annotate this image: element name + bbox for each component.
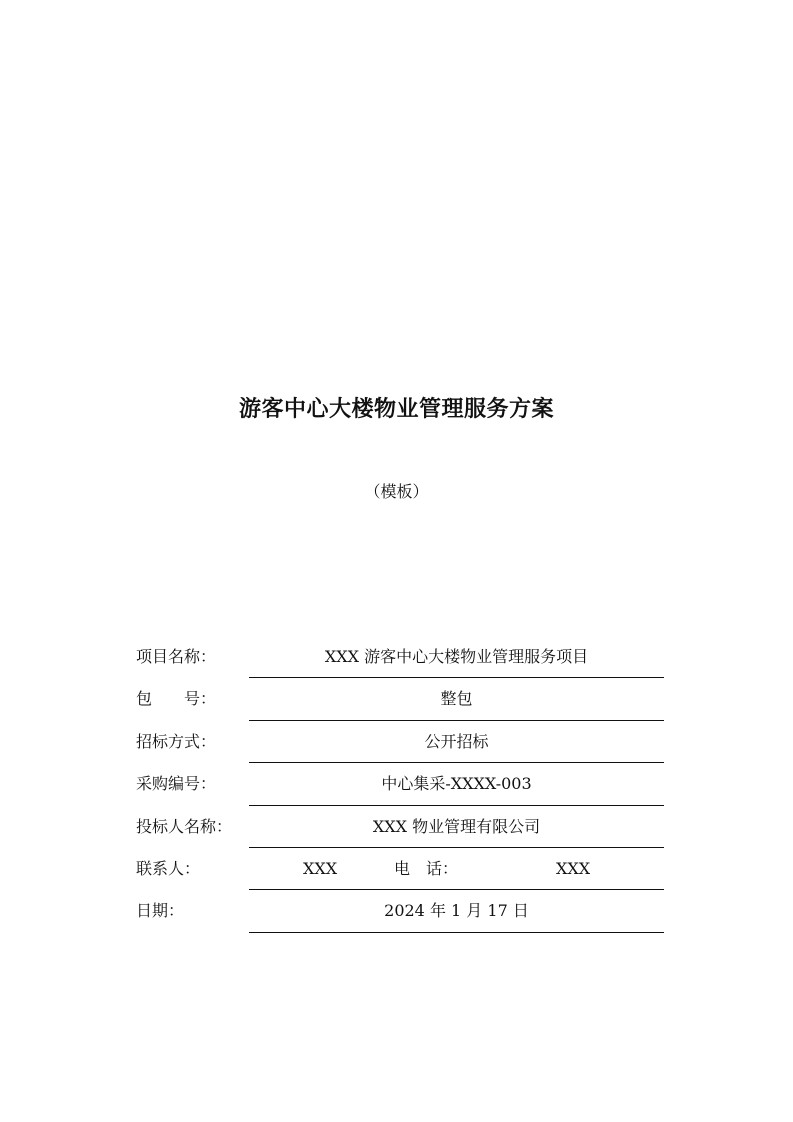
contact-row <box>136 848 664 890</box>
bidding-method-label: 招标方式： <box>136 731 217 751</box>
package-row <box>136 678 664 720</box>
phone-label: 电 话： <box>394 858 459 878</box>
bidding-method-row <box>136 721 664 763</box>
date-underline <box>249 932 664 933</box>
phone-value: XXX <box>556 858 591 878</box>
date-row <box>136 890 664 932</box>
package-label: 包 号： <box>136 689 217 709</box>
cover-info-table <box>136 636 664 933</box>
project-name-value: XXX 游客中心大楼物业管理服务项目 <box>324 647 589 666</box>
date-value: 2024 年 1 月 17 日 <box>384 901 529 921</box>
bidding-method-value: 公开招标 <box>424 731 489 751</box>
package-value: 整包 <box>440 689 473 709</box>
procurement-no-row <box>136 763 664 805</box>
project-name-label: 项目名称： <box>136 647 217 666</box>
project-name-row <box>136 636 664 678</box>
procurement-no-label: 采购编号： <box>136 774 217 794</box>
contact-value: XXX <box>303 858 338 878</box>
procurement-no-value: 中心集采-XXXX-003 <box>381 774 532 794</box>
bidder-label: 投标人名称： <box>136 816 233 836</box>
bidder-value: XXX 物业管理有限公司 <box>372 816 541 836</box>
bidder-row <box>136 806 664 848</box>
date-label: 日期： <box>136 901 185 921</box>
document-title: 游客中心大楼物业管理服务方案 <box>238 397 554 422</box>
document-subtitle: （模板） <box>364 482 429 501</box>
contact-label: 联系人： <box>136 858 201 878</box>
